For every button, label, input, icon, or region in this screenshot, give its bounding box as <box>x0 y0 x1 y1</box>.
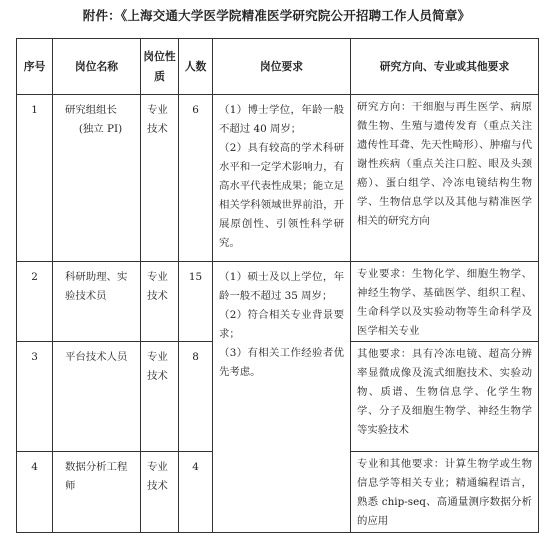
header-count: 人数 <box>179 39 213 95</box>
direction-cell: 研究方向：干细胞与再生医学、病原微生物、生殖与遗传发育（重点关注遗传性耳聋、先天性畸形）、肿瘤与代谢性疾病（重点关注口腔、眼及头颈癌）、蛋白组学、冷冻电镜结构生物学、生物信息学以及其他与精准医学相关的研究方向 <box>351 95 539 262</box>
shared-requirements-cell <box>213 262 351 533</box>
direction-cell: 专业要求：生物化学、细胞生物学、神经生物学、基础医学、组织工程、生命科学以及实验动物等生命科学及医学相关专业 <box>351 262 539 342</box>
position-nature: 专业技术 <box>141 342 179 452</box>
header-direction: 研究方向、专业或其他要求 <box>351 39 539 95</box>
requirement-item: （2）符合相关专业背景要求； <box>219 309 344 340</box>
row-index: 2 <box>17 262 53 342</box>
position-name: 数据分析工程师 <box>53 452 141 533</box>
position-name: 研究组组长 <box>65 104 117 116</box>
table-header-row <box>17 39 539 95</box>
direction-cell: 其他要求：具有冷冻电镜、超高分辨率显微成像及流式细胞技术、实验动物、质谱、生物信息学、化学生物学、分子及细胞生物学、神经生物学等实验技术 <box>351 342 539 452</box>
headcount: 4 <box>179 452 213 533</box>
headcount: 15 <box>179 262 213 342</box>
position-subtitle: (独立 PI) <box>78 123 123 135</box>
row-index: 1 <box>17 95 53 262</box>
recruitment-table <box>16 38 539 533</box>
requirement-item: （1）博士学位，年龄一般不超过 40 周岁； <box>219 104 344 135</box>
requirement-item: （1）硕士及以上学位，年龄一般不超过 35 周岁； <box>219 271 344 302</box>
page-title: 附件：《上海交通大学医学院精准医学研究院公开招聘工作人员简章》 <box>82 8 471 23</box>
headcount: 8 <box>179 342 213 452</box>
row-index: 3 <box>17 342 53 452</box>
row-index: 4 <box>17 452 53 533</box>
header-position: 岗位名称 <box>53 39 141 95</box>
header-nature: 岗位性质 <box>141 39 179 95</box>
headcount: 6 <box>179 95 213 262</box>
position-cell <box>53 95 141 262</box>
position-nature: 专业技术 <box>141 262 179 342</box>
table-row <box>17 95 539 262</box>
requirement-item: （2）具有较高的学术科研水平和一定学术影响力，有高水平代表性成果；能立足相关学科领域世界前沿，开展原创性、引领性科学研究。 <box>219 142 344 249</box>
requirement-item: （3）有相关工作经验者优先考虑。 <box>219 347 344 378</box>
requirements-cell <box>213 95 351 262</box>
header-index: 序号 <box>17 39 53 95</box>
position-name: 平台技术人员 <box>53 342 141 452</box>
table-row <box>17 262 539 342</box>
position-nature: 专业技术 <box>141 95 179 262</box>
header-requirements: 岗位要求 <box>213 39 351 95</box>
position-name: 科研助理、实验技术员 <box>53 262 141 342</box>
direction-cell: 专业和其他要求：计算生物学或生物信息学等相关专业；精通编程语言，熟悉 chip-seq、高通量测序数据分析的应用 <box>351 452 539 533</box>
position-nature: 专业技术 <box>141 452 179 533</box>
